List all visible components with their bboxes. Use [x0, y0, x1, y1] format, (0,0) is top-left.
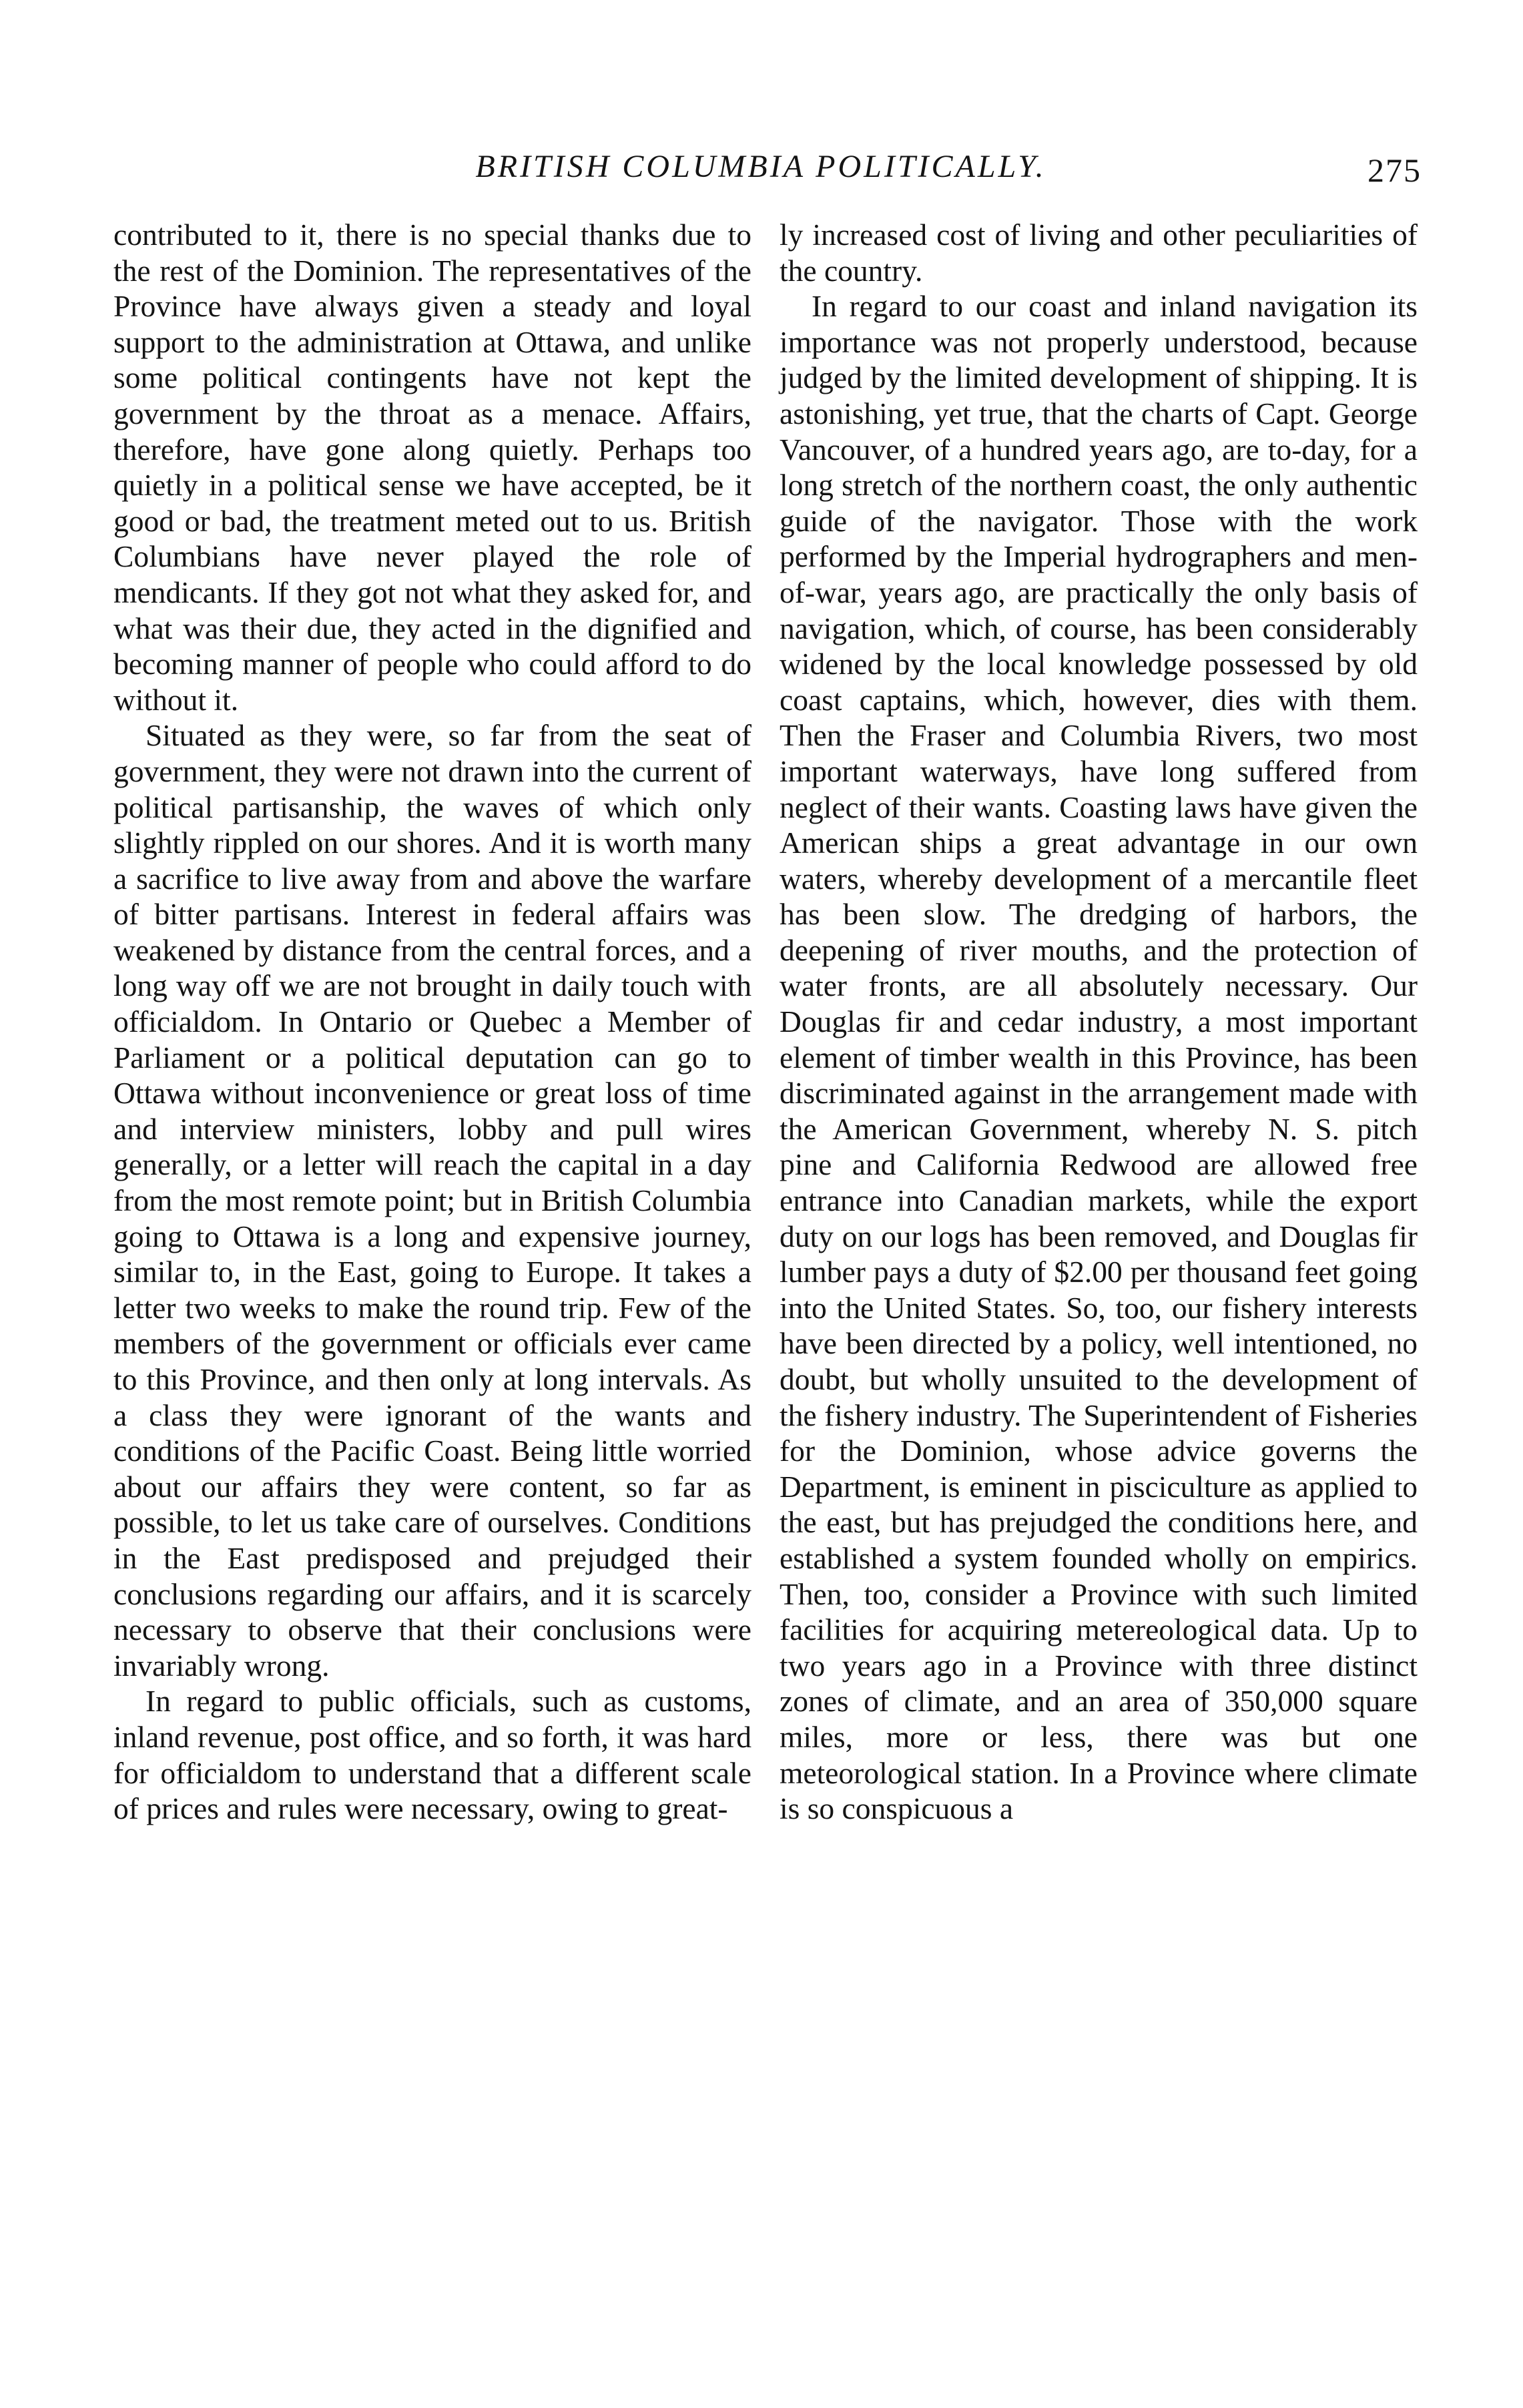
paragraph: ly increased cost of living and other peculiarities of the country.	[780, 218, 1418, 288]
page-number: 275	[1367, 152, 1422, 189]
paragraph: Situated as they were, so far from the seat of government, they were not drawn into the current of political partisanship, the waves of which only slightly rippled on our shores. And it is worth many a sacrifice to live away from and above the warfare of bitter partisans. Interest in federal affairs was weakened by distance from the central forces, and a long way off we are not brought in daily touch with officialdom. In Ontario or Quebec a Member of Parliament or a political deputation can go to Ottawa without inconvenience or great loss of time and interview ministers, lobby and pull wires generally, or a letter will reach the capital in a day from the most remote point; but in British Columbia going to Ottawa is a long and expensive journey, similar to, in the East, going to Europe. It takes a letter two weeks to make the round trip. Few of the members of the government or officials ever came to this Province, and then only at long intervals. As a class they were ignorant of the wants and conditions of the Pacific Coast. Being little worried about our affairs they were content, so far as possible, to let us take care of ourselves. Conditions in the East predisposed and prejudged their conclusions regarding our affairs, and it is scarcely necessary to observe that their conclusions were invariably wrong.	[113, 718, 751, 1683]
paragraph: In regard to our coast and inland navigation its importance was not properly understood, because judged by the limited development of shipping. It is astonishing, yet true, that the charts of Capt. George Vancouver, of a hundred years ago, are to-day, for a long stretch of the northern coast, the only authentic guide of the navigator. Those with the work performed by the Imperial hydrographers and men-of-war, years ago, are practically the only basis of navigation, which, of course, has been considerably widened by the local knowledge possessed by old coast captains, which, however, dies with them. Then the Fraser and Columbia Rivers, two most important waterways, have long suffered from neglect of their wants. Coasting laws have given the American ships a great advantage in our own waters, whereby development of a mercantile fleet has been slow. The dredging of harbors, the deepening of river mouths, and the protection of water fronts, are all absolutely necessary. Our Douglas fir and cedar industry, a most important element of timber wealth in this Province, has been discriminated against in the arrangement made with the American Government, whereby N. S. pitch pine and California Redwood are allowed free entrance into Canadian markets, while the export duty on our logs has been removed, and Douglas fir lumber pays a duty of $2.00 per thousand feet going into the United States. So, too, our fishery interests have been directed by a policy, well intentioned, no doubt, but wholly unsuited to the development of the fishery industry. The Superintendent of Fisheries for the Dominion, whose advice governs the Department, is eminent in pisciculture as applied to the east, but has prejudged the conditions here, and established a system founded wholly on empirics. Then, too, consider a Province with such limited facilities for acquiring metereological data. Up to two years ago in a Province with three distinct zones of climate, and an area of 350,000 square miles, more or less, there was but one meteorological station. In a Province where climate is so conspicuous a	[780, 289, 1418, 1826]
running-title: BRITISH COLUMBIA POLITICALLY.	[475, 149, 1046, 184]
running-head	[107, 148, 1422, 195]
right-column	[780, 217, 1418, 1827]
paragraph: contributed to it, there is no special thanks due to the rest of the Dominion. The representatives of the Province have always given a steady and loyal support to the administration at Ottawa, and unlike some political contingents have not kept the government by the throat as a menace. Affairs, therefore, have gone along quietly. Perhaps too quietly in a political sense we have accepted, be it good or bad, the treatment meted out to us. British Columbians have never played the role of mendicants. If they got not what they asked for, and what was their due, they acted in the dignified and becoming manner of people who could afford to do without it.	[113, 218, 751, 717]
paragraph: In regard to public officials, such as customs, inland revenue, post office, and so forth, it was hard for officialdom to understand that a different scale of prices and rules were necessary, owing to great-	[113, 1684, 751, 1826]
left-column	[113, 217, 751, 1827]
